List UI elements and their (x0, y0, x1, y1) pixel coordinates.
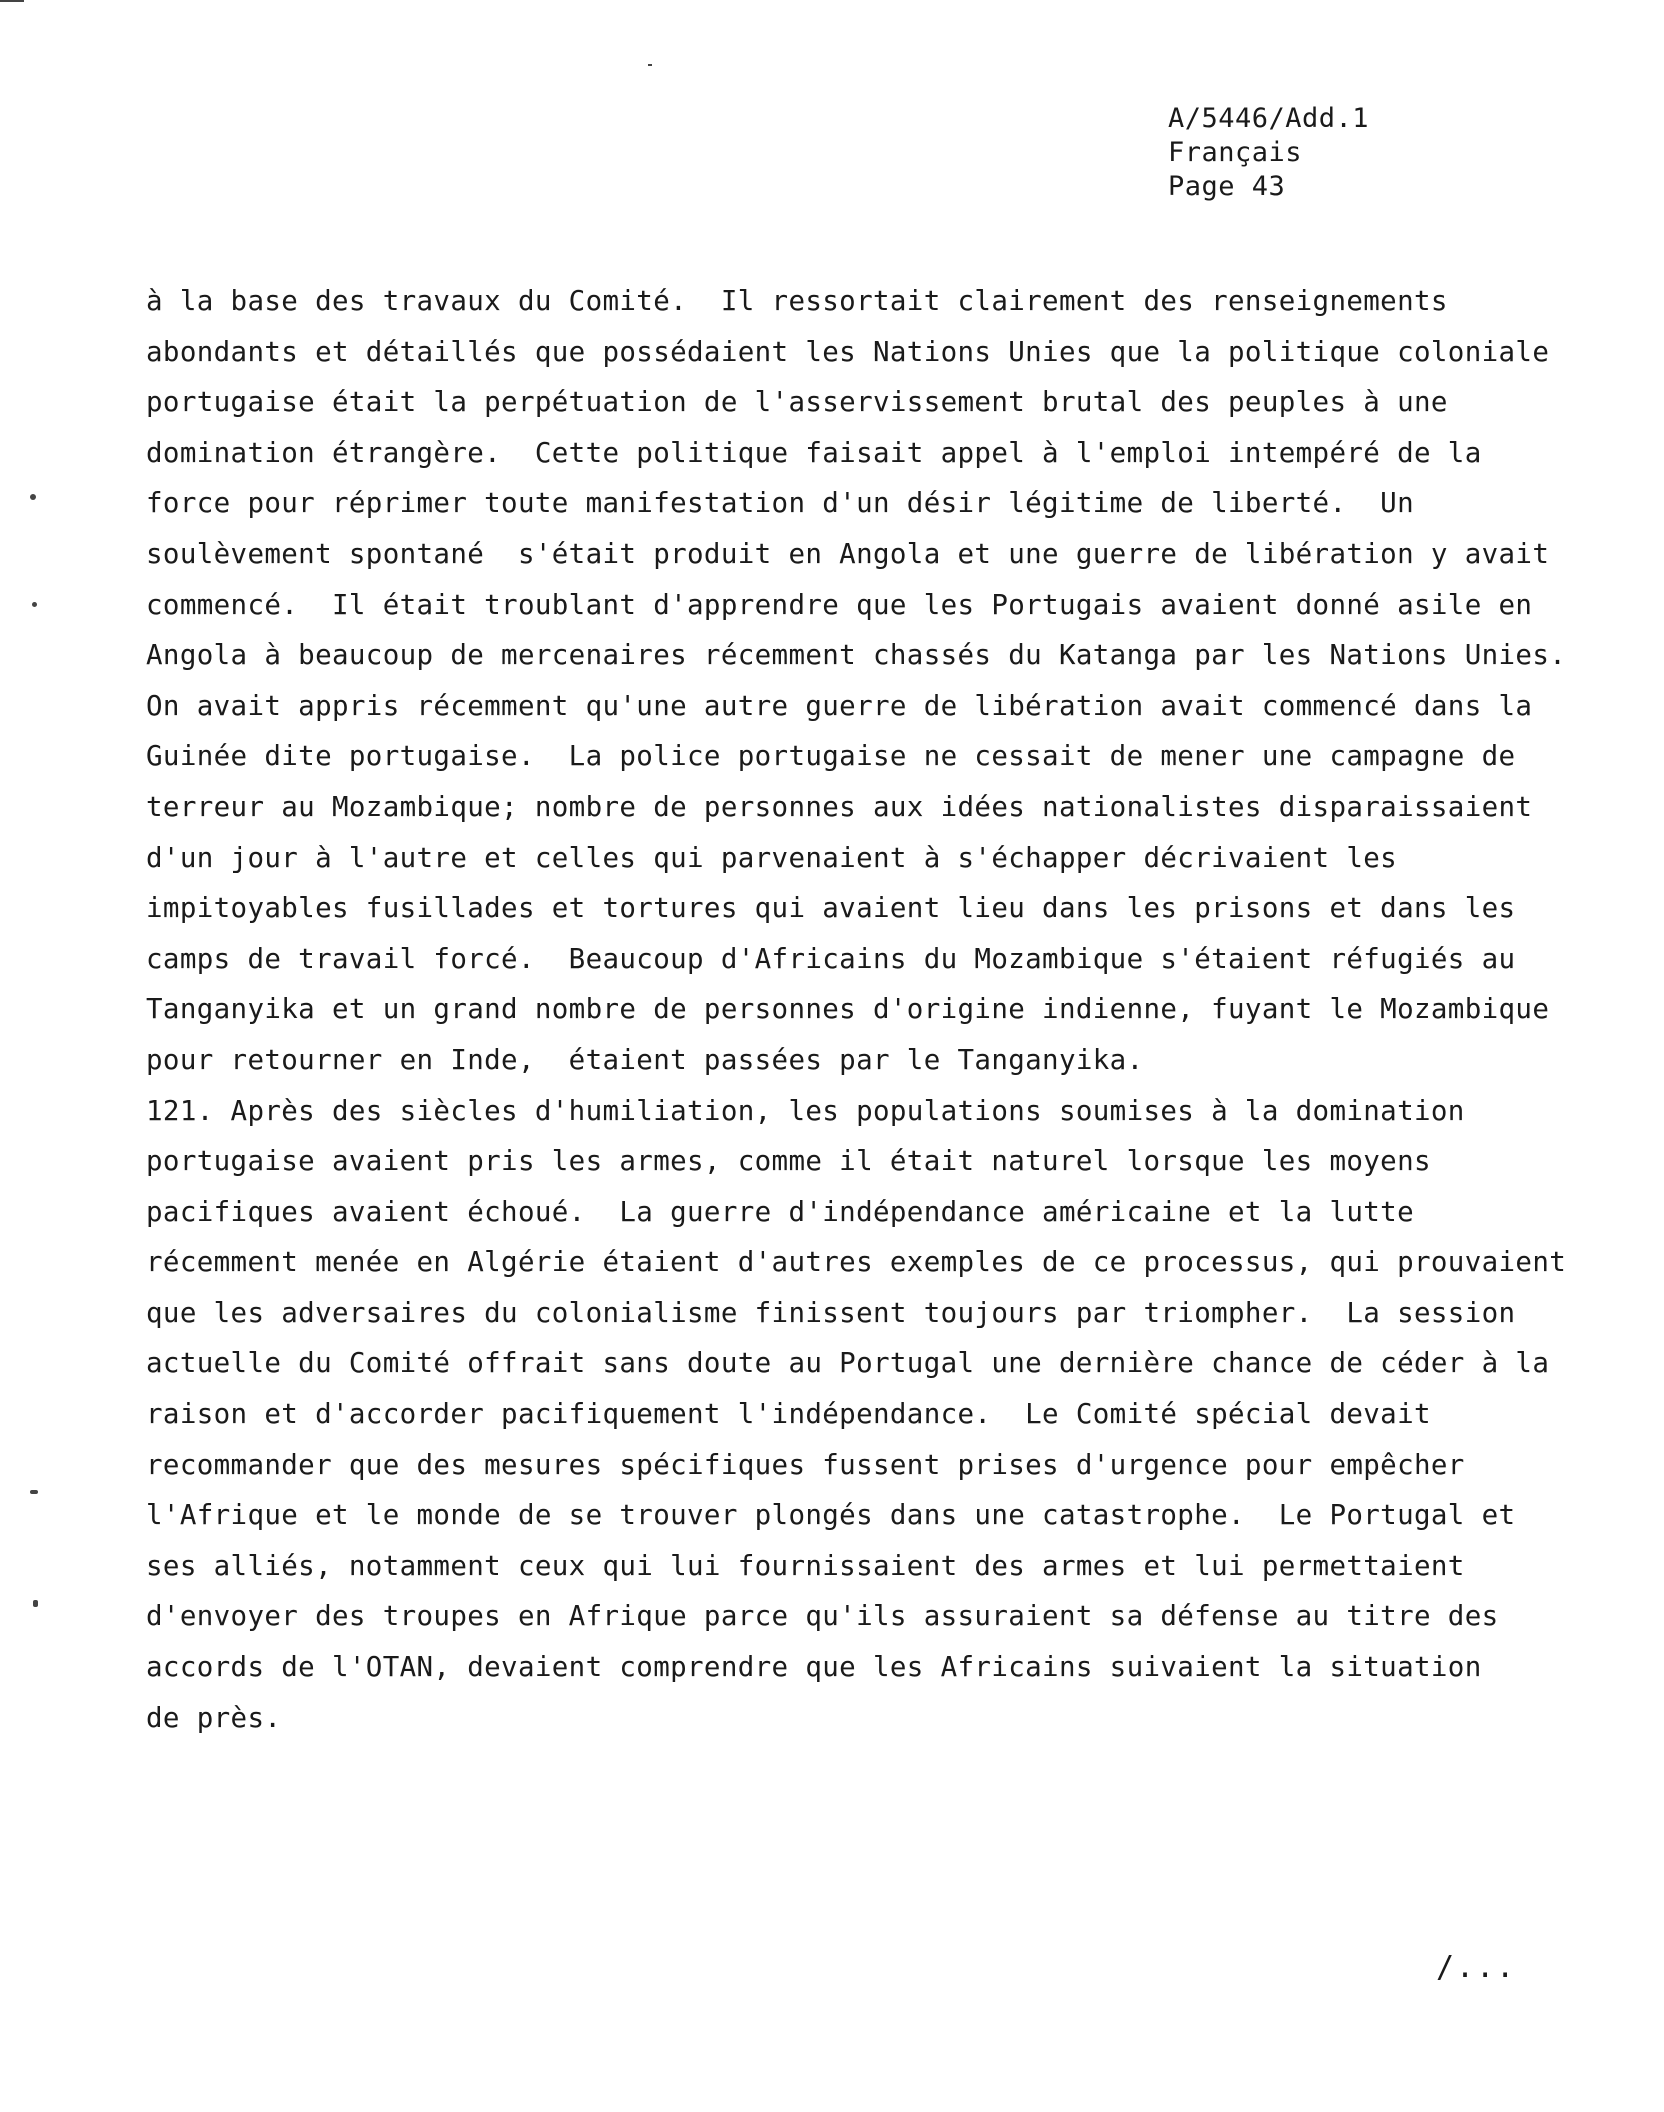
document-language: Français (1168, 137, 1303, 168)
text-line: de près. (146, 1701, 282, 1734)
text-line: soulèvement spontané s'était produit en Angola et une guerre de libération y avait (146, 537, 1550, 570)
text-line: abondants et détaillés que possédaient les Nations Unies que la politique coloniale (146, 335, 1550, 368)
text-line: à la base des travaux du Comité. Il ressortait clairement des renseignements (146, 285, 1448, 317)
paragraph-121-start: 121. Après des siècles d'humiliation, les populations soumises à la domination (146, 1094, 1465, 1127)
text-line: que les adversaires du colonialisme finissent toujours par triompher. La session (146, 1296, 1516, 1329)
text-line: Tanganyika et un grand nombre de personnes d'origine indienne, fuyant le Mozambique (146, 993, 1550, 1026)
scan-speck (33, 1600, 38, 1607)
text-line: Angola à beaucoup de mercenaires récemment chassés du Katanga par les Nations Unies. (146, 639, 1567, 672)
text-line: force pour réprimer toute manifestation d'un désir légitime de liberté. Un (146, 487, 1414, 520)
text-line: l'Afrique et le monde de se trouver plongés dans une catastrophe. Le Portugal et (146, 1499, 1516, 1532)
text-line: Guinée dite portugaise. La police portugaise ne cessait de mener une campagne de (146, 740, 1516, 773)
text-line: récemment menée en Algérie étaient d'autres exemples de ce processus, qui prouvaient (146, 1246, 1567, 1279)
text-line: portugaise était la perpétuation de l'asservissement brutal des peuples à une (146, 386, 1448, 419)
page-number: Page 43 (1168, 171, 1286, 202)
text-line: raison et d'accorder pacifiquement l'indépendance. Le Comité spécial devait (146, 1398, 1431, 1431)
text-line: impitoyables fusillades et tortures qui avaient lieu dans les prisons et dans les (146, 892, 1516, 925)
text-line: recommander que des mesures spécifiques fussent prises d'urgence pour empêcher (146, 1448, 1465, 1481)
continuation-mark: /... (1436, 1950, 1517, 1985)
text-line: On avait appris récemment qu'une autre guerre de libération avait commencé dans la (146, 689, 1533, 722)
scan-speck (648, 64, 652, 66)
document-symbol: A/5446/Add.1 (1168, 103, 1370, 134)
body-text (146, 276, 1566, 1743)
text-line: d'un jour à l'autre et celles qui parvenaient à s'échapper décrivaient les (146, 841, 1398, 874)
text-line: d'envoyer des troupes en Afrique parce qu'ils assuraient sa défense au titre des (146, 1600, 1499, 1633)
text-line: commencé. Il était troublant d'apprendre que les Portugais avaient donné asile en (146, 588, 1533, 621)
text-line: actuelle du Comité offrait sans doute au Portugal une dernière chance de céder à la (146, 1347, 1550, 1380)
document-header (1168, 102, 1369, 204)
text-line: terreur au Mozambique; nombre de personnes aux idées nationalistes disparaissaient (146, 790, 1533, 823)
scan-speck (30, 494, 36, 500)
text-line: camps de travail forcé. Beaucoup d'Africains du Mozambique s'étaient réfugiés au (146, 942, 1516, 975)
text-line: accords de l'OTAN, devaient comprendre que les Africains suivaient la situation (146, 1651, 1482, 1684)
text-line: domination étrangère. Cette politique faisait appel à l'emploi intempéré de la (146, 436, 1482, 469)
scan-speck (30, 1490, 38, 1494)
text-line: pacifiques avaient échoué. La guerre d'indépendance américaine et la lutte (146, 1195, 1414, 1228)
scan-speck (32, 602, 37, 607)
text-line: pour retourner en Inde, étaient passées par le Tanganyika. (146, 1043, 1144, 1076)
scan-speck (0, 0, 24, 2)
text-line: ses alliés, notamment ceux qui lui fournissaient des armes et lui permettaient (146, 1549, 1465, 1582)
text-line: portugaise avaient pris les armes, comme il était naturel lorsque les moyens (146, 1145, 1431, 1178)
